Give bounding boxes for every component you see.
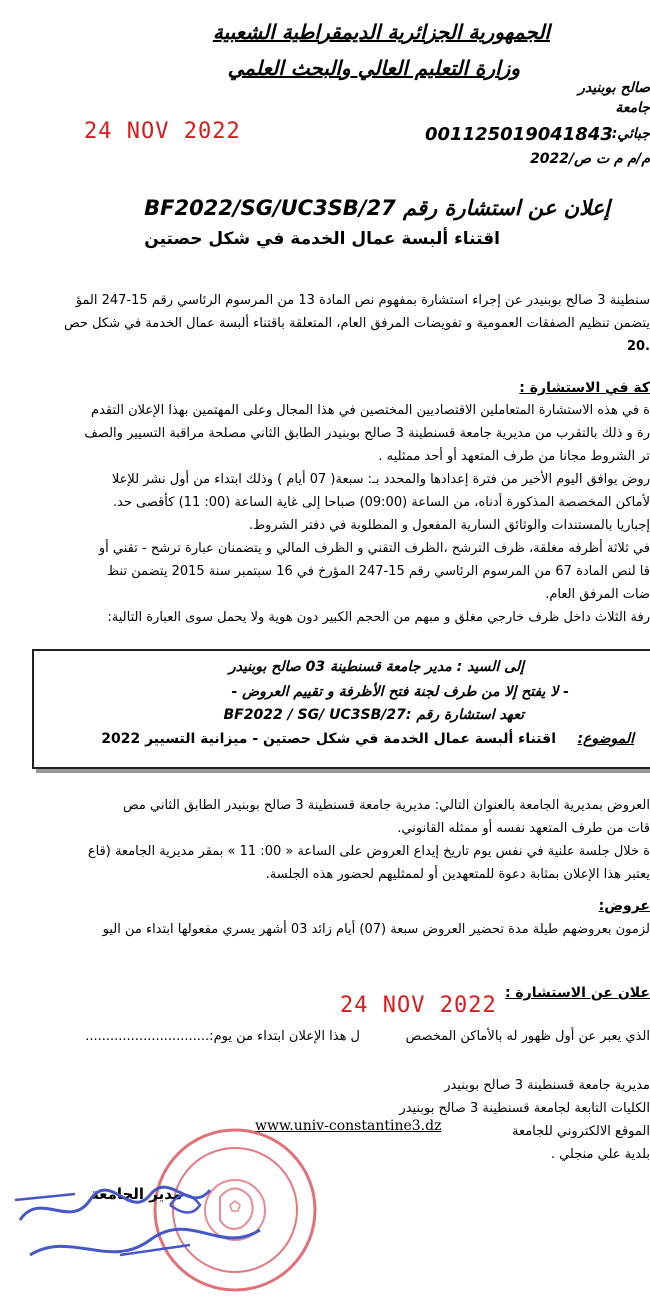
- section-line: ة خلال جلسة علنية في نفس يوم تاريخ إيداع العروض على الساعة « 00: 11 » بمقر مديرية الجامعة (قاع: [87, 844, 650, 859]
- box-recipient: إلى السيد : مدير جامعة قسنطينة 03 صالح بوبنيدر: [228, 659, 524, 675]
- intro-line: .20: [626, 339, 650, 354]
- box-subject-label: الموضوع:: [577, 731, 634, 747]
- section-line: رفة الثلاث داخل ظرف خارجي مغلق و مبهم من الحجم الكبير دون هوية ولا يحمل سوى العبارة التالية:: [107, 610, 650, 625]
- section-line: لزمون بعروضهم طيلة مدة تحضير العروض سبعة (07) أيام زائد 03 أشهر يسري مفعولها ابتداء من اليو: [102, 922, 650, 937]
- section-line: ضات المرفق العام.: [545, 587, 650, 602]
- republic-heading: الجمهورية الجزائرية الديمقراطية الشعبية: [212, 20, 550, 44]
- box-warning: - لا يفتح إلا من طرف لجنة فتح الأظرفة و تقييم العروض -: [231, 684, 569, 700]
- section-line: يعتبر هذا الإعلان بمثابة دعوة للمتعهدين أو لممثليهم لحضور هذه الجلسة.: [265, 867, 650, 882]
- website-link[interactable]: www.univ-constantine3.dz: [255, 1118, 442, 1134]
- section-line: قا لنص المادة 67 من المرسوم الرئاسي رقم 15-247 المؤرخ في 16 سبتمبر سنة 2015 يتضمن تنظ: [107, 564, 650, 579]
- intro-line: سنطينة 3 صالح بوبنيدر عن إجراء استشارة بمفهوم نص المادة 13 من المرسوم الرئاسي رقم 15-247 المؤ: [75, 293, 650, 308]
- intro-line: يتضمن تنظيم الصفقات العمومية و تفويضات المرفق العام، المتعلقة باقتناء ألبسة عمال الخدمة في شكل حص: [63, 316, 650, 331]
- ministry-heading: وزارة التعليم العالي والبحث العلمي: [227, 56, 520, 80]
- director-title: مدير الجامعة: [90, 1185, 183, 1203]
- section-line: لأماكن المخصصة المذكورة أدناه، من الساعة (09:00) صباحا إلى غاية الساعة (00: 11) كأقصى حد.: [112, 495, 650, 510]
- box-subject: اقتناء ألبسة عمال الخدمة في شكل حصتين - ميزانية التسيير 2022: [101, 731, 556, 747]
- publication-date-line: ل هذا الإعلان ابتداء من يوم:..............................: [85, 1029, 360, 1044]
- section-heading: كة في الاستشارة :: [519, 380, 650, 396]
- publication-note: الذي يعبر عن أول ظهور له بالأماكن المخصص: [405, 1029, 650, 1044]
- section-heading: عروض:: [598, 898, 650, 914]
- envelope-label-box: [32, 649, 650, 769]
- date-stamp-top: 24 NOV 2022: [84, 119, 241, 144]
- place-item: بلدية علي منجلي .: [550, 1147, 650, 1162]
- place-item: مديرية جامعة قسنطينة 3 صالح بوبنيدر: [444, 1078, 650, 1093]
- announcement-subtitle: اقتناء ألبسة عمال الخدمة في شكل حصتين: [144, 229, 500, 249]
- tax-number: 001125019041843: [425, 124, 613, 145]
- date-stamp-bottom: 24 NOV 2022: [340, 993, 497, 1018]
- section-line: ة في هذه الاستشارة المتعاملين الاقتصاديين المختصين في هذا المجال وعلى المهتمين بهذا الإعلان التقدم: [91, 403, 650, 418]
- section-line: إجباريا بالمستندات والوثائق السارية المفعول و المطلوبة في دفتر الشروط.: [248, 518, 650, 533]
- section-line: العروض بمديرية الجامعة بالعنوان التالي: مديرية جامعة قسنطينة 3 صالح بوبنيدر الطابق الثاني مص: [122, 798, 650, 813]
- box-consultation-number: تعهد استشارة رقم :BF2022 / SG/ UC3SB/27: [223, 707, 524, 723]
- section-heading: علان عن الاستشارة :: [504, 985, 650, 1001]
- section-line: رة و ذلك بالتقرب من مديرية جامعة قسنطينة 3 صالح بوبنيدر الطابق الثاني مصلحة مراقبة التسيير والصف: [84, 426, 650, 441]
- section-line: روض يوافق اليوم الأخير من فترة إعدادها والمحدد بـ: سبعة( 07 أيام ) وذلك ابتداء من أول نشر للإعلا: [111, 472, 650, 487]
- section-line: قات من طرف المتعهد نفسه أو ممثله القانوني.: [397, 821, 650, 836]
- university-name: صالح بوبنيدر: [578, 80, 650, 96]
- section-line: في ثلاثة أظرفه مغلقة، ظرف الترشح ،الظرف التقني و الظرف المالي و يتضمنان عبارة ترشح - تقني أو: [98, 541, 650, 556]
- handwritten-signature: [0, 1160, 330, 1280]
- university-label: جامعة: [615, 100, 650, 116]
- place-item: الموقع الالكتروني للجامعة: [511, 1124, 650, 1139]
- announcement-title: إعلان عن استشارة رقم BF2022/SG/UC3SB/27: [144, 196, 610, 220]
- section-line: تر الشروط مجانا من طرف المتعهد أو أحد ممثليه .: [378, 449, 650, 464]
- place-item: الكليات التابعة لجامعة قسنطينة 3 صالح بوبنيدر: [399, 1101, 650, 1116]
- reference-number: م/م م ت ص/2022: [530, 151, 650, 167]
- tax-label: جبائي:: [611, 126, 650, 142]
